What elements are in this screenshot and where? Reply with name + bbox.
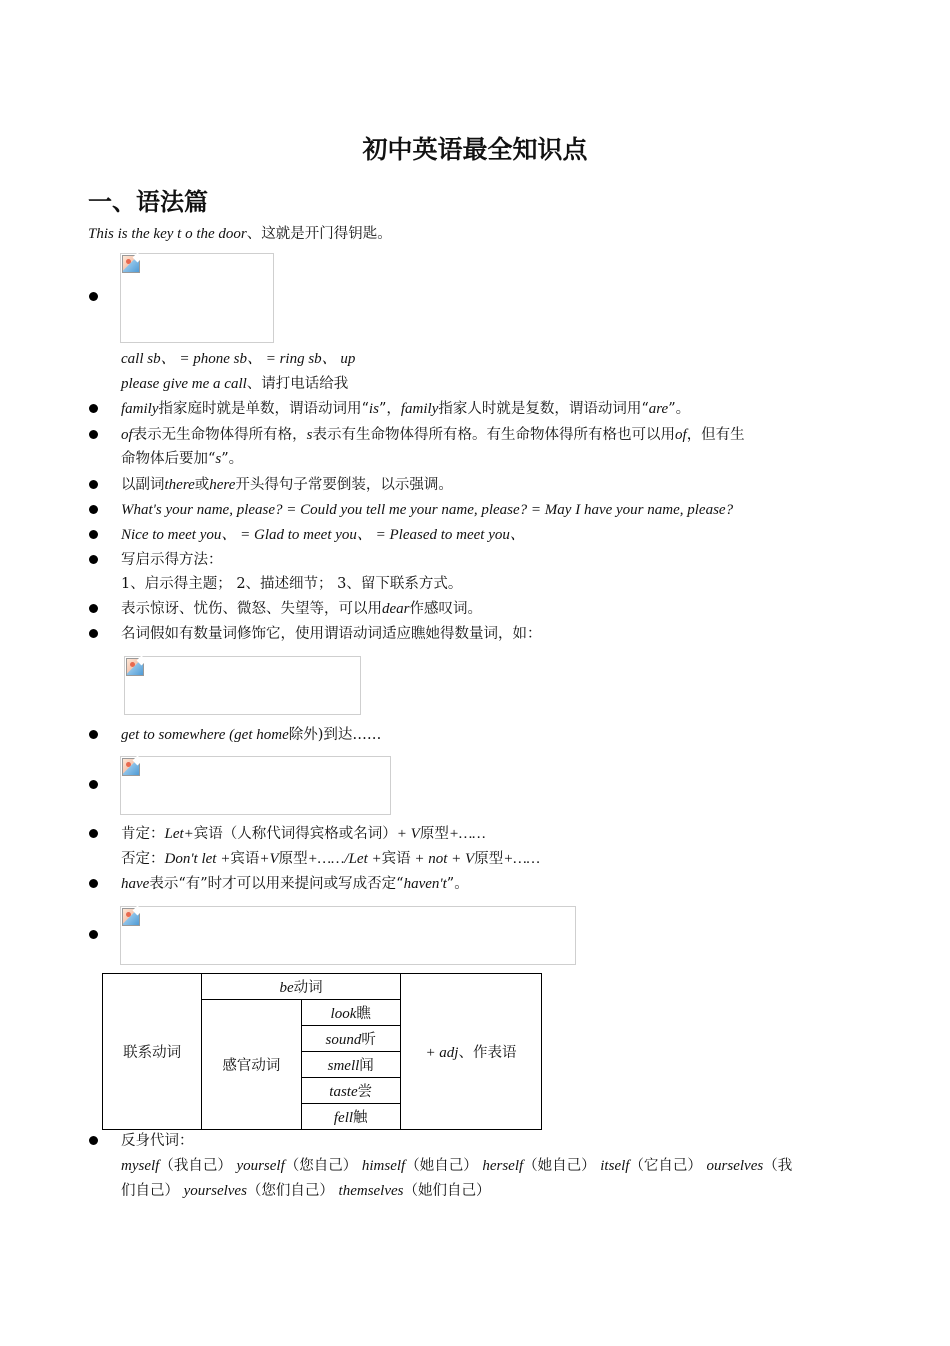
inversion-rule (121, 476, 453, 494)
term: + V (396, 826, 420, 842)
text: 尝 (357, 1084, 373, 1100)
notice-steps: 1、启示得主题； 2、描述细节； 3、留下联系方式。 (121, 576, 463, 592)
gloss: （她们自己） (403, 1183, 491, 1199)
text: 宾语 (381, 851, 411, 867)
term: Don't let + (164, 851, 231, 867)
pronoun: ourselves (706, 1158, 764, 1174)
bullet-dot (89, 629, 98, 638)
term: smell (327, 1058, 360, 1074)
term: dear (382, 601, 410, 617)
bullet-dot (89, 480, 98, 489)
result-cell (400, 974, 541, 1130)
text: 触 (353, 1110, 368, 1126)
call-example-chinese: 、请打电话给我 (246, 376, 349, 392)
term: +V (259, 851, 279, 867)
pronoun: itself (600, 1158, 630, 1174)
call-example-english: please give me a call (121, 376, 247, 392)
sense-verb-cell (301, 1026, 400, 1052)
call-example (121, 375, 348, 393)
let-positive (121, 825, 486, 843)
text: 宾语（人称代词得宾格或名词） (193, 826, 397, 842)
dear-rule (121, 600, 482, 618)
text: ，但有生 (686, 427, 745, 443)
name-question: What's your name, please? = Could you tell me your name, please? = May I have your name, please? (121, 502, 734, 518)
text: 原型 (419, 826, 449, 842)
bullet-dot (89, 829, 98, 838)
text: 表示有生命物体得所有格。有生命物体得所有格也可以用 (312, 427, 676, 443)
notice-title: 写启示得方法： (121, 552, 223, 568)
broken-image-icon (122, 758, 140, 776)
text: 宾语 (230, 851, 260, 867)
text: 表示惊讶、忧伤、微怒、失望等，可以用 (121, 601, 382, 617)
sense-verb-cell (301, 1078, 400, 1104)
term: + adj (425, 1045, 459, 1061)
call-line: call sb、 = phone sb、 = ring sb、 up (121, 351, 356, 367)
term: +…… (503, 851, 541, 867)
text: 闻 (359, 1058, 374, 1074)
gloss: （您们自己） (246, 1183, 334, 1199)
gloss: （我 (763, 1158, 793, 1174)
bullet-dot (89, 530, 98, 539)
image-placeholder (120, 906, 576, 965)
text: 否定： (121, 851, 165, 867)
bullet-dot (89, 404, 98, 413)
pronoun: yourselves (183, 1183, 247, 1199)
term: sound (325, 1032, 362, 1048)
term: fell (333, 1110, 354, 1126)
text: 指家人时就是复数，谓语动词用“ (438, 401, 649, 417)
text: 表示“有”时才可以用来提问或写成否定“ (149, 876, 404, 892)
term: +…… (448, 826, 486, 842)
sense-verbs-cell: 感官动词 (202, 1000, 301, 1130)
term: of (675, 427, 687, 443)
term: is (368, 401, 379, 417)
term: +……/Let + (307, 851, 382, 867)
have-rule (121, 875, 469, 893)
be-verb-cell (202, 974, 401, 1000)
intro-line (88, 225, 392, 243)
linking-verb-table (102, 973, 542, 1130)
bullet-dot (89, 930, 98, 939)
text: 听 (361, 1032, 376, 1048)
text: 表示无生命物体得所有格， (132, 427, 307, 443)
bullet-dot (89, 292, 98, 301)
bullet-dot (89, 879, 98, 888)
text: 、作表语 (458, 1045, 517, 1061)
text: 以副词 (121, 477, 165, 493)
greeting-line: Nice to meet you、 = Glad to meet you、 = Pleased to meet you、 (121, 527, 525, 543)
text: 作感叹词。 (409, 601, 482, 617)
link-verbs-cell: 联系动词 (103, 974, 202, 1130)
broken-image-icon (122, 908, 140, 926)
term: be (279, 980, 294, 996)
term: + not + V (410, 851, 475, 867)
reflexive-title: 反身代词： (121, 1133, 194, 1149)
page-title: 初中英语最全知识点 (362, 135, 588, 164)
intro-chinese: 、这就是开门得钥匙。 (246, 226, 392, 242)
broken-image-icon (122, 255, 140, 273)
bullet-dot (89, 555, 98, 564)
gloss: （您自己） (284, 1158, 358, 1174)
term: look (330, 1006, 357, 1022)
text: 开头得句子常要倒装，以示强调。 (235, 477, 453, 493)
bullet-dot (89, 730, 98, 739)
term: taste (329, 1084, 358, 1100)
broken-image-icon (126, 658, 144, 676)
text: 原型 (474, 851, 504, 867)
gloss: （它自己） (629, 1158, 702, 1174)
term: family (400, 401, 439, 417)
sense-verb-cell (301, 1052, 400, 1078)
bullet-dot (89, 430, 98, 439)
text: 除外 (288, 727, 318, 743)
term: family (121, 401, 159, 417)
term: have (121, 876, 150, 892)
pronoun: themselves (338, 1183, 404, 1199)
bullet-dot (89, 780, 98, 789)
get-to-rule (121, 726, 381, 744)
image-placeholder (120, 756, 391, 815)
gloss: （她自己） (405, 1158, 478, 1174)
term: haven't (403, 876, 447, 892)
sense-verb-cell (301, 1104, 400, 1130)
text: 或 (194, 477, 210, 493)
possessive-rule-cont (121, 450, 243, 468)
bullet-dot (89, 1136, 98, 1145)
gloss: （我自己） (159, 1158, 232, 1174)
term: s (306, 427, 313, 443)
term: of (121, 427, 133, 443)
term: here (209, 477, 236, 493)
text: ”。 (221, 451, 244, 467)
text: 瞧 (356, 1006, 371, 1022)
text: 肯定： (121, 826, 165, 842)
bullet-dot (89, 505, 98, 514)
pronoun: myself (121, 1158, 160, 1174)
family-rule (121, 400, 690, 418)
text: )到达…… (317, 727, 382, 743)
term: are (648, 401, 669, 417)
term: there (164, 477, 195, 493)
sense-verb-cell (301, 1000, 400, 1026)
section-heading: 一、语法篇 (88, 187, 208, 216)
term: s (215, 451, 222, 467)
text: 命物体后要加“ (121, 451, 216, 467)
gloss: 们自己） (121, 1183, 179, 1199)
reflexive-line-2 (121, 1182, 491, 1200)
text: 指家庭时就是单数，谓语动词用“ (158, 401, 369, 417)
text: ”。 (668, 401, 691, 417)
intro-english: This is the key t o the door (88, 226, 247, 242)
possessive-rule (121, 426, 745, 444)
text: 动词 (293, 980, 323, 996)
gloss: （她自己） (523, 1158, 596, 1174)
reflexive-line-1 (121, 1157, 792, 1175)
text: ”， (378, 401, 401, 417)
image-placeholder (120, 253, 274, 343)
term: Let+ (164, 826, 194, 842)
let-negative (121, 850, 540, 868)
numeral-rule: 名词假如有数量词修饰它，使用谓语动词适应瞧她得数量词，如： (121, 626, 542, 642)
image-placeholder (124, 656, 361, 715)
pronoun: himself (361, 1158, 406, 1174)
text: ”。 (446, 876, 469, 892)
text: 原型 (278, 851, 308, 867)
bullet-dot (89, 604, 98, 613)
pronoun: herself (482, 1158, 524, 1174)
pronoun: yourself (236, 1158, 285, 1174)
term: get to somewhere (get home (121, 727, 289, 743)
